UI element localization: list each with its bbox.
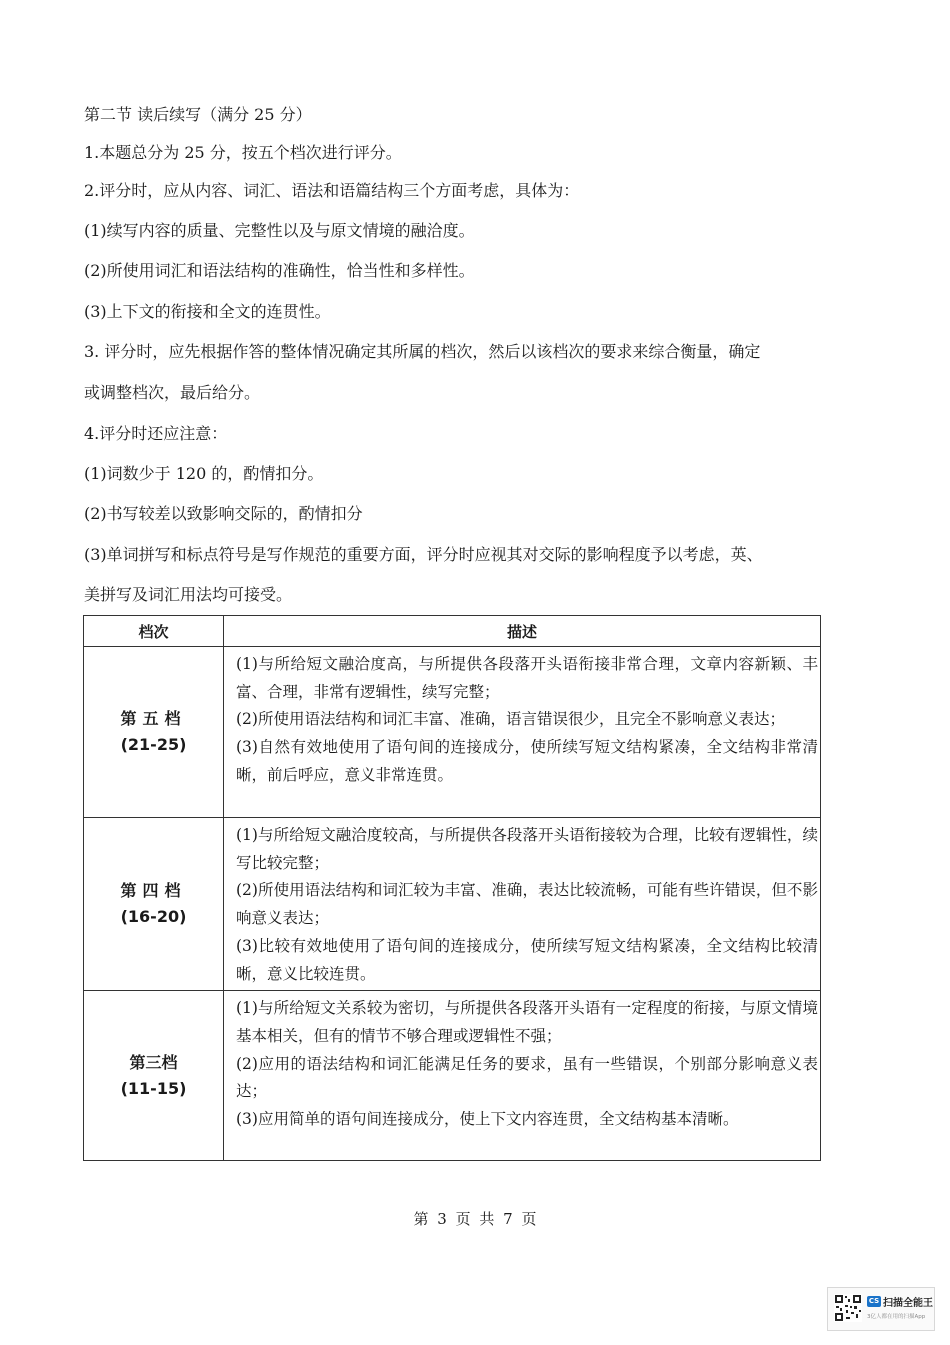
scanner-watermark	[827, 1287, 935, 1331]
rule-4-item-3-line-2: 美拼写及词汇用法均可接受。	[84, 585, 293, 604]
scoring-table	[83, 615, 821, 1161]
criterion-item: (2)应用的语法结构和词汇能满足任务的要求，虽有一些错误，个别部分影响意义表达；	[236, 1054, 818, 1101]
watermark-brand: 扫描全能王	[883, 1298, 933, 1309]
watermark-tagline: 3亿人都在用的扫描App	[867, 1314, 926, 1320]
description-cell	[224, 647, 821, 818]
rule-2-item-2: (2)所使用词汇和语法结构的准确性，恰当性和多样性。	[84, 261, 475, 280]
table-row	[84, 991, 821, 1161]
criterion-item: (3)自然有效地使用了语句间的连接成分，使所续写短文结构紧凑，全文结构非常清晰，前后呼应，意义非常连贯。	[236, 738, 818, 784]
rule-3-line-2: 或调整档次，最后给分。	[84, 383, 261, 402]
rule-4-item-2: (2)书写较差以致影响交际的，酌情扣分	[84, 504, 363, 523]
level-cell	[84, 647, 224, 818]
level-cell	[84, 991, 224, 1161]
level-range: (16-20)	[120, 907, 187, 927]
rule-2-item-3: (3)上下文的衔接和全文的连贯性。	[84, 302, 331, 321]
rule-2: 2.评分时，应从内容、词汇、语法和语篇结构三个方面考虑，具体为：	[84, 181, 580, 200]
rule-4-item-3-line-1: (3)单词拼写和标点符号是写作规范的重要方面，评分时应视其对交际的影响程度予以考虑，英、	[84, 545, 763, 564]
rule-1: 1.本题总分为 25 分，按五个档次进行评分。	[84, 143, 402, 162]
criterion-item: (1)与所给短文关系较为密切，与所提供各段落开头语有一定程度的衔接，与原文情境基本相关，但有的情节不够合理或逻辑性不强；	[236, 999, 818, 1045]
level-name: 第四档	[120, 881, 187, 901]
criterion-item: (3)应用简单的语句间连接成分，使上下文内容连贯，全文结构基本清晰。	[236, 1110, 739, 1129]
criterion-item: (2)所使用语法结构和词汇丰富、准确，语言错误很少，且完全不影响意义表达；	[236, 710, 785, 729]
level-cell	[84, 818, 224, 991]
criterion-item: (2)所使用语法结构和词汇较为丰富、准确，表达比较流畅，可能有些许错误，但不影响意义表达；	[236, 881, 818, 928]
level-range: (11-15)	[120, 1078, 187, 1098]
header-description: 描述	[224, 616, 821, 647]
rule-4: 4.评分时还应注意：	[84, 424, 228, 443]
description-cell	[224, 991, 821, 1161]
section-title: 第二节 读后续写（满分 25 分）	[84, 105, 312, 124]
qr-code-icon	[834, 1294, 862, 1322]
criterion-item: (3)比较有效地使用了语句间的连接成分，使所续写短文结构紧凑，全文结构比较清晰，意义比较连贯。	[236, 936, 818, 983]
rule-4-item-1: (1)词数少于 120 的，酌情扣分。	[84, 464, 324, 483]
level-range: (21-25)	[120, 735, 187, 754]
cs-logo-badge: CS	[868, 1297, 880, 1305]
table-header-row	[84, 616, 821, 647]
criterion-item: (1)与所给短文融洽度较高，与所提供各段落开头语衔接较为合理，比较有逻辑性，续写比较完整；	[236, 826, 818, 872]
rule-3-line-1: 3. 评分时，应先根据作答的整体情况确定其所属的档次，然后以该档次的要求来综合衡量，确定	[84, 342, 761, 361]
description-cell	[224, 818, 821, 991]
table-row	[84, 818, 821, 991]
level-name: 第五档	[120, 709, 187, 728]
page-number: 第 3 页 共 7 页	[413, 1210, 537, 1228]
criterion-item: (1)与所给短文融洽度高，与所提供各段落开头语衔接非常合理，文章内容新颖、丰富、合理，非常有逻辑性，续写完整；	[236, 655, 818, 701]
level-name: 第三档	[129, 1052, 178, 1072]
header-level: 档次	[84, 616, 224, 647]
rule-2-item-1: (1)续写内容的质量、完整性以及与原文情境的融洽度。	[84, 221, 475, 240]
table-row	[84, 647, 821, 818]
